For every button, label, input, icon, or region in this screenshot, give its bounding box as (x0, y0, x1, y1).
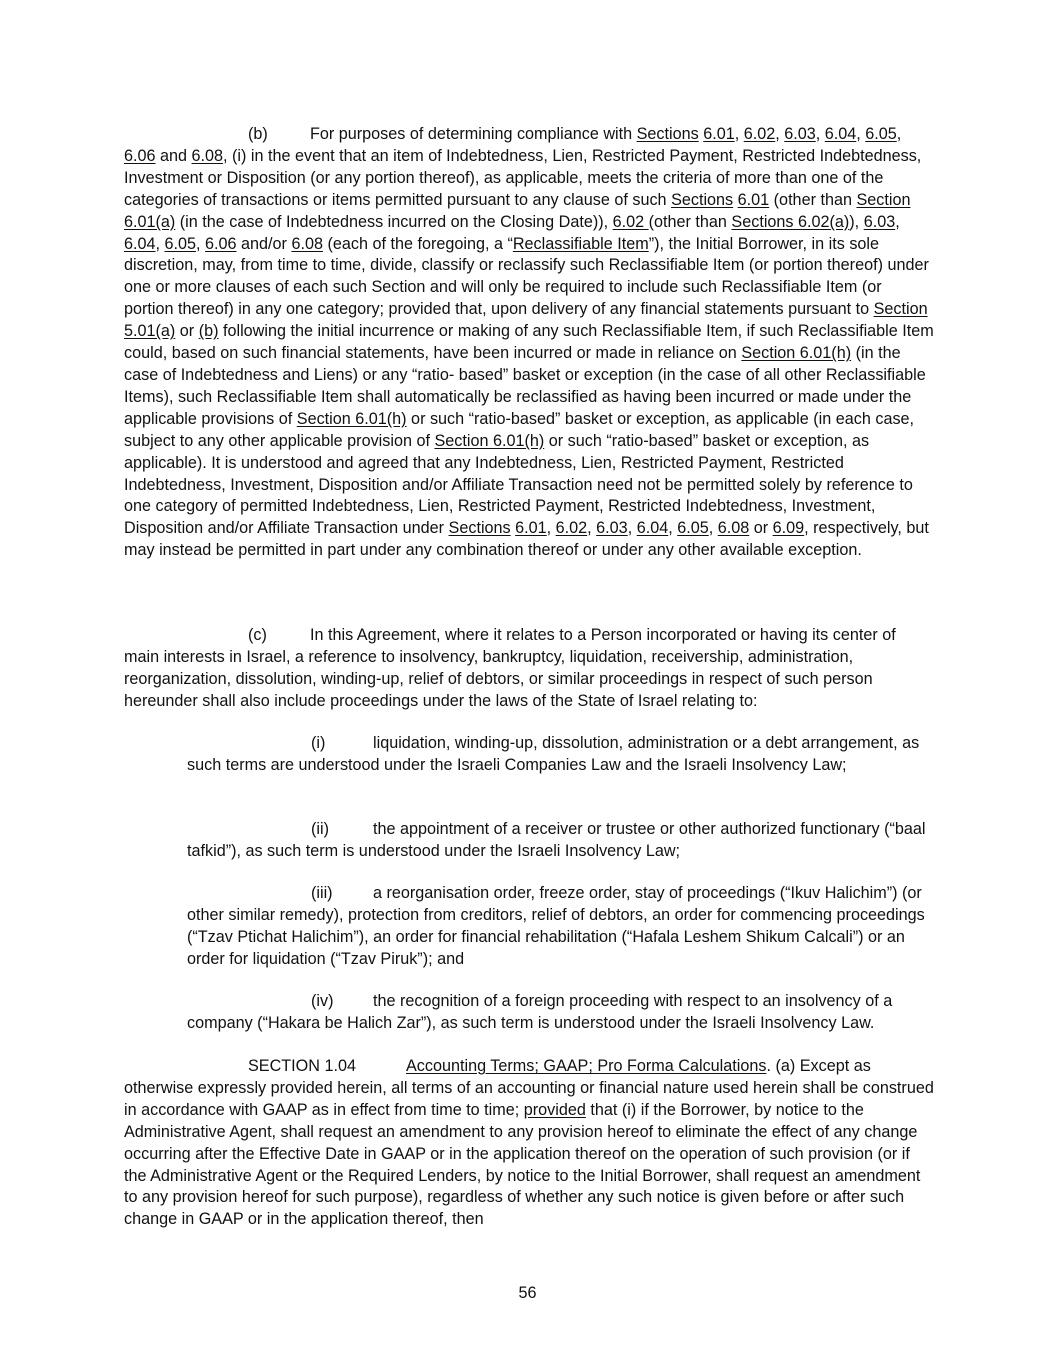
section-reference: Section 5.01(a) (124, 300, 928, 341)
defined-term: Reclassifiable Item (512, 234, 649, 253)
text-run: or (175, 322, 199, 341)
text-run: , (155, 234, 165, 253)
section-reference: 6.02 (743, 125, 776, 143)
section-reference: Sections 6.02(a) (731, 212, 850, 231)
text-run: , (587, 519, 597, 538)
paragraph-c-text: In this Agreement, where it relates to a Person incorporated or having its center of main interests in Israel, a reference to insolvency, bankruptcy, liquidation, receivership, administration, reorganization, dissolution, winding-up, relief of debtors, or similar proceedings in respect of such person hereunder shall also include proceedings under the laws of the State of Israel relating to: (124, 626, 896, 710)
text-run: (in the case of Indebtedness incurred on the Closing Date)), (175, 212, 613, 231)
section-reference: (b) (198, 322, 219, 341)
text-run: , (775, 125, 785, 143)
text-run: ), (849, 212, 864, 231)
section-reference: 6.06 (205, 234, 237, 253)
paragraph-c-label: (c) (248, 626, 267, 644)
text-run: following the initial incurrence or making of any such Reclassifiable Item, if such Reclassifiable Item could, based on such financial statements, have been incurred or made in reliance on (124, 322, 934, 363)
section-reference: 6.04 (824, 125, 857, 143)
section-reference: 6.03 (863, 212, 896, 231)
subparagraph-ii-text: the appointment of a receiver or trustee or other authorized functionary (“baal tafkid”), as such term is understood under the Israeli Insolvency Law; (187, 820, 926, 860)
section-reference: 6.09 (772, 519, 805, 538)
section-reference: 6.02 (555, 519, 588, 538)
text-run: , (i) in the event that an item of Indebtedness, Lien, Restricted Payment, Restricted Indebtedness, Investment or Disposition (or any portion thereof), as applicable, meets the criteria of more than one of the categories of transactions or items permitted pursuant to any clause of such (124, 146, 922, 209)
section-reference: 6.08 (191, 146, 224, 165)
section-reference: 6.03 (596, 519, 628, 538)
section-1-04 (124, 1056, 934, 1231)
text-run: ”), the Initial Borrower, in its sole discretion, may, from time to time, divide, classify or reclassify such Reclassifiable Item (or portion thereof) under one or more clauses of each such Section and will only be required to include such Reclassifiable Item (or portion thereof) in any one category; provided that, upon delivery of any financial statements pursuant to (124, 234, 929, 319)
section-reference: 6.04 (636, 519, 669, 538)
text-run: , (668, 519, 678, 538)
subparagraph-ii-label: (ii) (311, 820, 329, 838)
subparagraph-iv (187, 991, 937, 1035)
page-number: 56 (518, 1284, 537, 1302)
text-run: , (896, 125, 902, 143)
section-reference: 6.01 (515, 519, 547, 538)
section-number: SECTION 1.04 (248, 1057, 356, 1075)
text-run: and (155, 146, 192, 165)
subparagraph-iii (187, 883, 937, 971)
paragraph-b (124, 124, 934, 562)
text-run: , (627, 519, 637, 538)
subparagraph-iii-text: a reorganisation order, freeze order, stay of proceedings (“Ikuv Halichim”) (or other similar remedy), protection from creditors, relief of debtors, an order for commencing proceedings (“Tzav Ptichat Halichim”), an order for financial rehabilitation (“Hafala Leshem Shikum Calcali”) or an order for liquidation (“Tzav Piruk”); and (187, 884, 925, 968)
section-reference: Sections (671, 190, 734, 209)
section-reference: 6.05 (865, 125, 897, 143)
text-run: , (708, 519, 718, 538)
text-run: (other than (769, 190, 857, 209)
section-reference: Section 6.01(h) (741, 344, 852, 363)
section-reference: 6.05 (164, 234, 197, 253)
text-run: (each of the foregoing, a “ (322, 234, 513, 253)
text-run: (in the case of Indebtedness and Liens) or any “ratio- based” basket or exception (in the case of all other Reclassifiable Items), such Reclassifiable Item shall automatically be reclassified as having been incurred or made under the applicable provisions of (124, 344, 926, 428)
text-run: (other than (648, 212, 732, 231)
text-run: that (i) if the Borrower, by notice to the Administrative Agent, shall request an amendment to any provision hereof to eliminate the effect of any change occurring after the Effective Date in GAAP or in the application thereof on the operation of such provision (or if the Administrative Agent or the Required Lenders, by notice to the Initial Borrower, shall request an amendment to any provision hereof for such purpose), regardless of whether any such notice is given before or after such change in GAAP or in the application thereof, then (124, 1100, 921, 1229)
provided-term: provided (523, 1100, 586, 1119)
section-reference: 6.03 (784, 125, 816, 143)
text-run: , respectively, but may instead be permitted in part under any combination thereof or under any other available exception. (124, 519, 929, 560)
text-run: or (749, 519, 773, 538)
subparagraph-i-text: liquidation, winding-up, dissolution, administration or a debt arrangement, as such terms are understood under the Israeli Companies Law and the Israeli Insolvency Law; (187, 734, 920, 774)
section-reference: Sections (636, 125, 699, 143)
subparagraph-i-label: (i) (311, 734, 326, 752)
paragraph-c (124, 625, 934, 713)
section-reference: 6.04 (124, 234, 156, 253)
paragraph-b-label: (b) (248, 125, 268, 143)
text-run: , (856, 125, 866, 143)
text-run: For purposes of determining compliance with (310, 125, 637, 143)
section-reference: 6.06 (124, 146, 156, 165)
text-run: , (815, 125, 825, 143)
subparagraph-iii-label: (iii) (311, 884, 333, 902)
section-reference: Sections (448, 519, 511, 538)
text-run: , (734, 125, 744, 143)
section-reference: 6.01 (703, 125, 735, 143)
subparagraph-ii (187, 819, 937, 863)
text-run: , (895, 212, 900, 231)
text-run: , (546, 519, 556, 538)
section-reference: 6.08 (291, 234, 323, 253)
section-reference: Section 6.01(h) (296, 409, 407, 428)
section-reference: 6.08 (717, 519, 750, 538)
text-run: and/or (236, 234, 292, 253)
subparagraph-iv-text: the recognition of a foreign proceeding with respect to an insolvency of a company (“Hakara be Halich Zar”), as such term is understood under the Israeli Insolvency Law. (187, 992, 893, 1032)
subparagraph-iv-label: (iv) (311, 992, 334, 1010)
section-reference: 6.01 (737, 190, 770, 209)
subparagraph-i (187, 733, 937, 777)
text-run: , (196, 234, 206, 253)
section-reference: 6.02 (612, 212, 649, 231)
text-run: . (a) Except as otherwise expressly provided herein, all terms of an accounting or financial nature used herein shall be construed in accordance with GAAP as in effect from time to time; (124, 1057, 934, 1119)
text-run: or such “ratio-based” basket or exception, as applicable (in each case, subject to any other applicable provision of (124, 409, 915, 450)
section-heading: Accounting Terms; GAAP; Pro Forma Calculations (406, 1057, 767, 1075)
section-reference: Section 6.01(a) (124, 190, 911, 231)
section-reference: Section 6.01(h) (434, 431, 545, 450)
section-reference: 6.05 (677, 519, 709, 538)
text-run: or such “ratio-based” basket or exception, as applicable). It is understood and agreed that any Indebtedness, Lien, Restricted Payment, Restricted Indebtedness, Investment, Disposition and/or Affiliate Transaction need not be permitted solely by reference to one category of permitted Indebtedness, Lien, Restricted Payment, Restricted Indebtedness, Investment, Disposition and/or Affiliate Transaction under (124, 431, 913, 538)
